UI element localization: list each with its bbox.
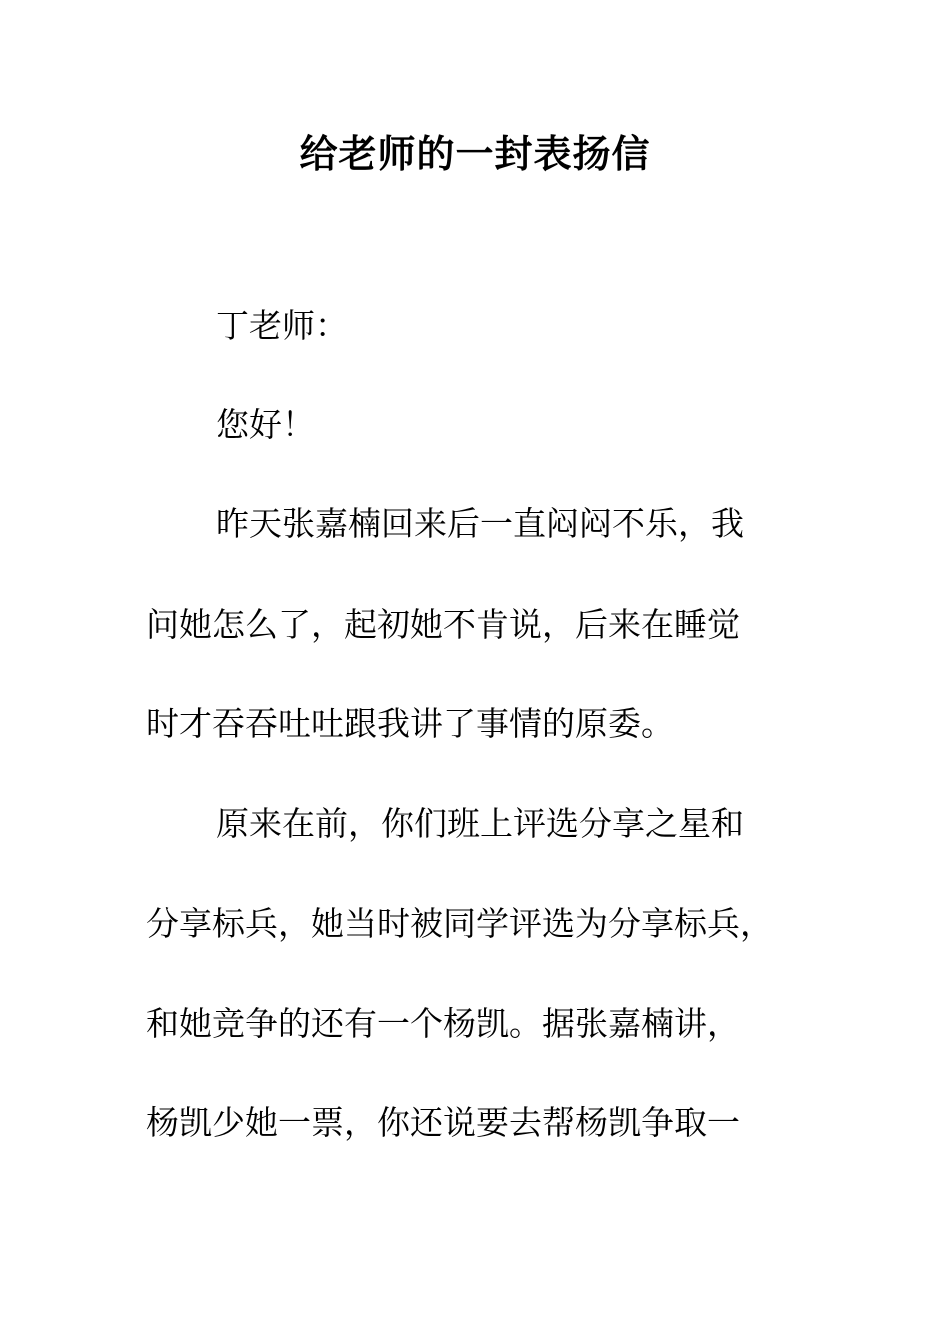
body-line: 时才吞吞吐吐跟我讲了事情的原委。 xyxy=(146,704,674,743)
document-title: 给老师的一封表扬信 xyxy=(299,131,651,176)
greeting: 您好！ xyxy=(216,405,315,444)
salutation: 丁老师： xyxy=(216,306,348,345)
body-line: 昨天张嘉楠回来后一直闷闷不乐，我 xyxy=(216,504,744,543)
body-line: 分享标兵，她当时被同学评选为分享标兵， xyxy=(146,904,773,943)
body-line: 杨凯少她一票，你还说要去帮杨凯争取一 xyxy=(146,1103,740,1142)
body-line: 问她怎么了，起初她不肯说，后来在睡觉 xyxy=(146,605,740,644)
body-line: 和她竞争的还有一个杨凯。据张嘉楠讲， xyxy=(146,1004,740,1043)
body-line: 原来在前，你们班上评选分享之星和 xyxy=(216,804,744,843)
